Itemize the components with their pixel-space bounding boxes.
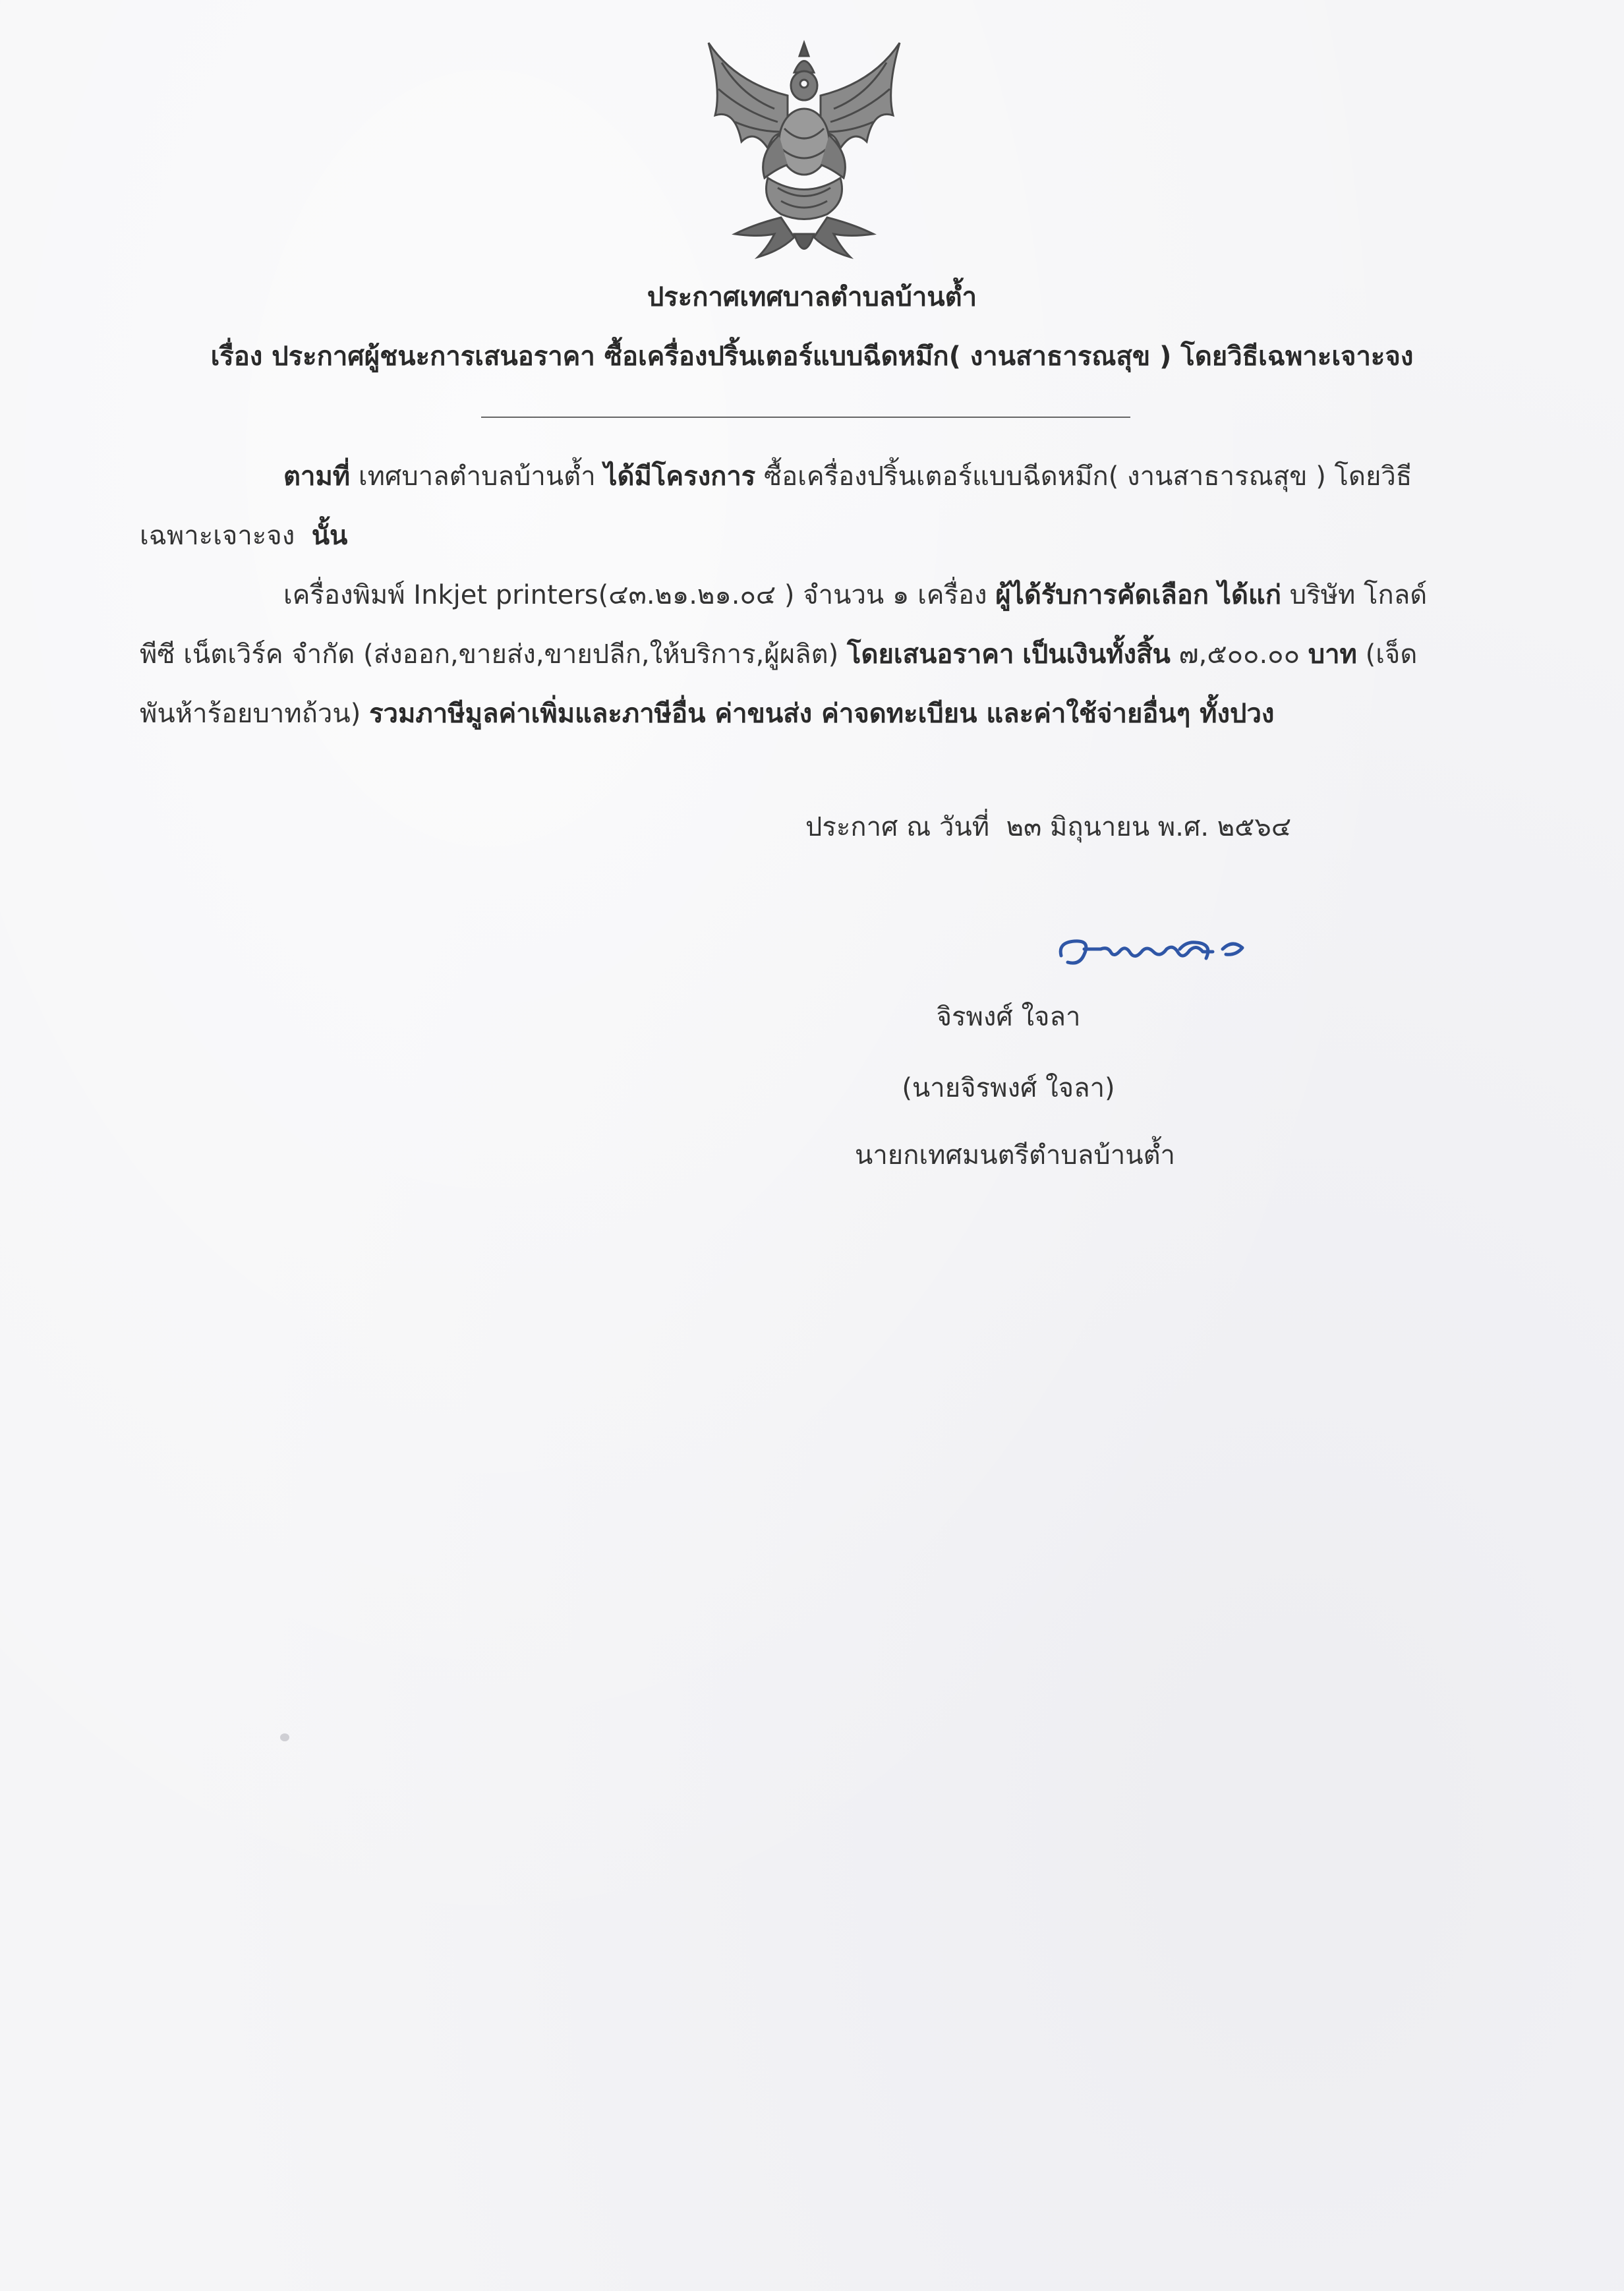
signatory-name: จิรพงศ์ ใจลา	[936, 1002, 1081, 1032]
subject-text: ประกาศผู้ชนะการเสนอราคา ซื้อเครื่องปริ้นเตอร์แบบฉีดหมึก( งานสาธารณสุข ) โดยวิธีเฉพาะเจาะจง	[272, 341, 1414, 372]
paragraph-project	[140, 447, 1468, 566]
garuda-emblem-icon	[695, 36, 913, 274]
paragraph-project-line-1: ตามที่ เทศบาลตำบลบ้านต้ำ ได้มีโครงการ ซื้อเครื่องปริ้นเตอร์แบบฉีดหมึก( งานสาธารณสุข ) โดยวิธี	[283, 461, 1412, 492]
title-divider	[481, 417, 1130, 418]
subject-label: เรื่อง	[210, 341, 263, 372]
paper-speck	[280, 1733, 289, 1741]
paragraph-project-line-2: เฉพาะเจาะจง นั้น	[140, 521, 348, 551]
paragraph-award-line-1: เครื่องพิมพ์ Inkjet printers(๔๓.๒๑.๒๑.๐๔ ) จำนวน ๑ เครื่อง ผู้ได้รับการคัดเลือก ได้แก่ บริษัท โกลด์	[283, 580, 1428, 610]
handwritten-signature-icon	[1055, 929, 1252, 975]
announcement-subject	[0, 335, 1624, 377]
paragraph-award	[140, 566, 1468, 743]
signatory-position: นายกเทศมนตรีตำบลบ้านต้ำ	[854, 1140, 1176, 1171]
paragraph-award-line-2: พีซี เน็ตเวิร์ค จำกัด (ส่งออก,ขายส่ง,ขายปลีก,ให้บริการ,ผู้ผลิต) โดยเสนอราคา เป็นเงินทั้งสิ้น ๗,๕๐๐.๐๐ บาท (เจ็ด	[140, 639, 1418, 670]
signatory-full-name: (นายจิรพงศ์ ใจลา)	[902, 1073, 1115, 1103]
award-amount: ๗,๕๐๐.๐๐	[1178, 639, 1300, 670]
announcement-title: ประกาศเทศบาลตำบลบ้านต้ำ	[647, 282, 977, 312]
announcement-date: ประกาศ ณ วันที่ ๒๓ มิถุนายน พ.ศ. ๒๕๖๔	[805, 812, 1292, 842]
paragraph-award-line-3: พันห้าร้อยบาทถ้วน) รวมภาษีมูลค่าเพิ่มและภาษีอื่น ค่าขนส่ง ค่าจดทะเบียน และค่าใช้จ่ายอื่นๆ ทั้งปวง	[140, 699, 1275, 729]
